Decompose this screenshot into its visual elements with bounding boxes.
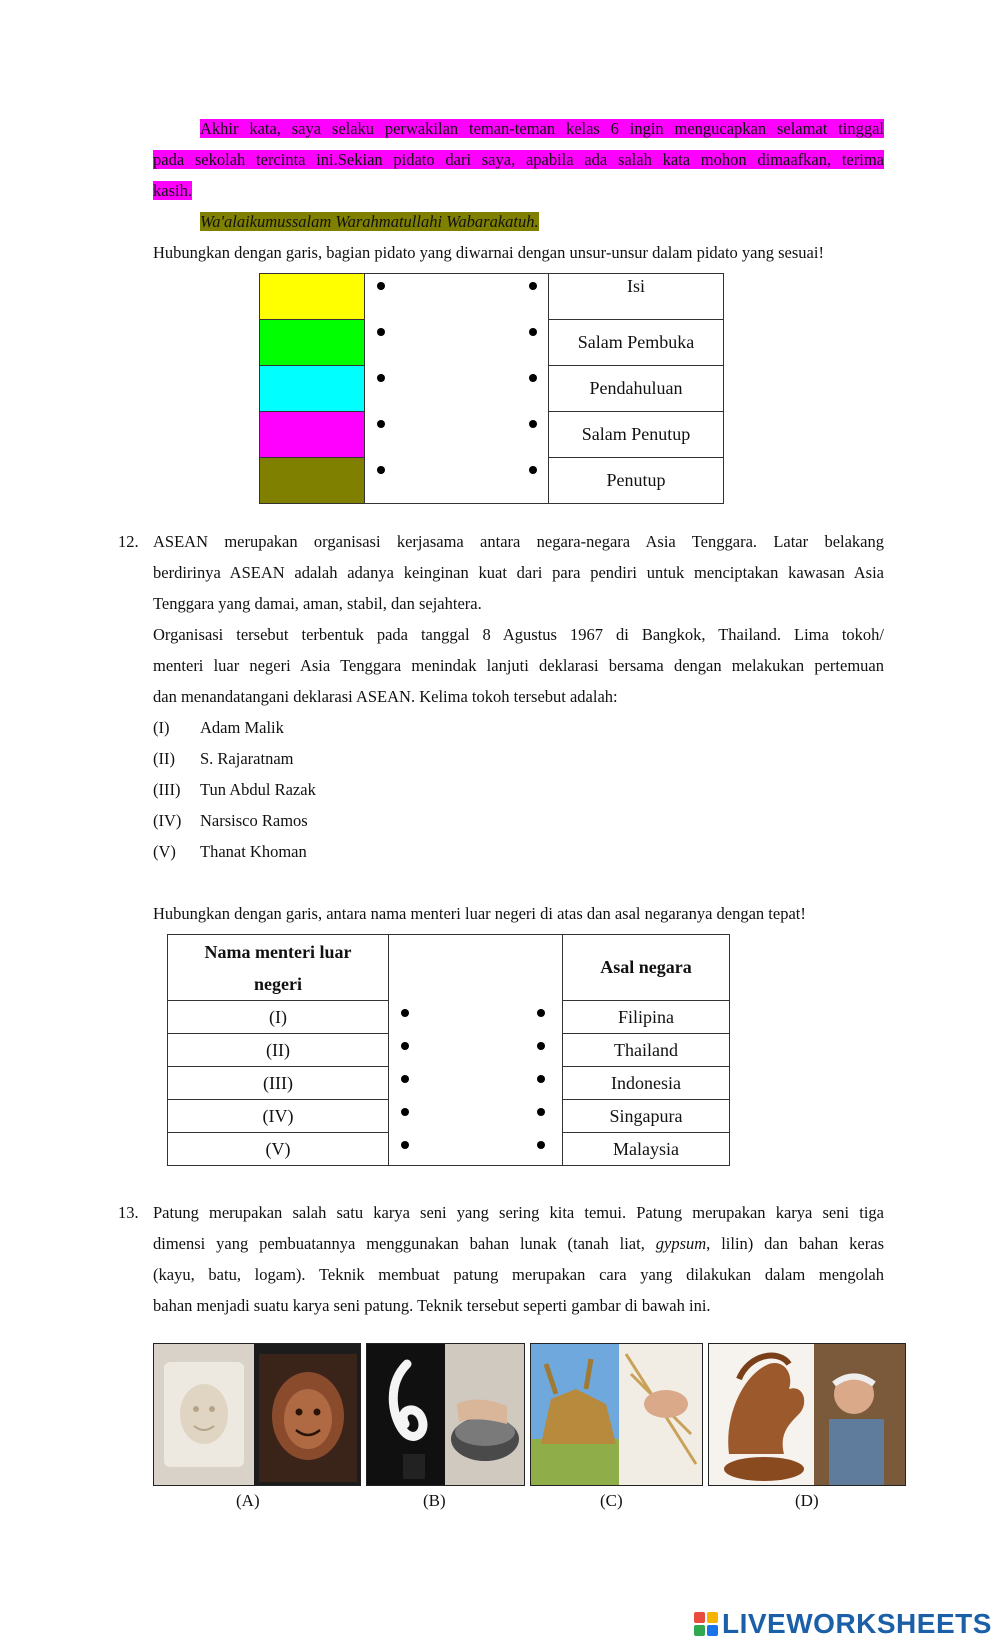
table-cell: Thailand [563,1034,730,1067]
match-dot-left[interactable] [401,1108,409,1116]
match-dot-right[interactable] [529,328,537,336]
match-dot-right[interactable] [537,1108,545,1116]
mold-sculpture-illustration [154,1344,360,1485]
match-dot-right[interactable] [529,282,537,290]
caption-a: (A) [236,1491,260,1510]
table-cell: Singapura [563,1100,730,1133]
table-cell: (I) [168,1001,389,1034]
answer-cell: Penutup [549,458,724,504]
color-swatch-magenta [260,412,365,458]
caption-b: (B) [423,1491,446,1510]
closing-salam: Wa'alaikumussalam Warahmatullahi Wabarakatuh. [200,212,539,231]
q13-paragraph: Patung merupakan salah satu karya seni yang sering kita temui. Patung merupakan karya seni tiga dimensi yang pembuatannya menggunakan bahan lunak (tanah liat, gypsum, lilin) dan bahan keras (kayu, batu, logam). Teknik membuat patung merupakan cara yang dilakukan dalam mengolah bahan menjadi suatu karya seni patung. Teknik tersebut seperti gambar di bawah ini. [153,1203,884,1315]
answer-cell: Salam Pembuka [549,320,724,366]
liveworksheets-brand: LIVEWORKSHEETS [722,1608,992,1639]
caption-d: (D) [795,1491,819,1510]
answer-cell: Isi [549,274,724,320]
q11-instruction: Hubungkan dengan garis, bagian pidato yang diwarnai dengan unsur-unsur dalam pidato yang sesuai! [153,243,824,262]
list-item: (III) Tun Abdul Razak [153,780,316,799]
q12-paragraph: ASEAN merupakan organisasi kerjasama antara negara-negara Asia Tenggara. Latar belakang berdirinya ASEAN adalah adanya keinginan kuat dari para pendiri untuk menciptakan kawasan Asia Tenggara yang damai, aman, stabil, dan sejahtera. Organisasi tersebut terbentuk pada tanggal 8 Agustus 1967 di Bangkok, Thailand. Lima tokoh/ menteri luar negeri Asia Tenggara menindak lanjuti deklarasi bersama dengan melakukan pertemuan dan menandatangani deklarasi ASEAN. Kelima tokoh tersebut adalah: [153,532,884,706]
image-b-stone-carving [366,1343,525,1486]
match-dot-left[interactable] [401,1075,409,1083]
list-item: (II) S. Rajaratnam [153,749,294,768]
table-cell: (IV) [168,1100,389,1133]
match-dot-left[interactable] [377,374,385,382]
match-dot-right[interactable] [529,420,537,428]
table-cell: Filipina [563,1001,730,1034]
match-dot-left[interactable] [377,466,385,474]
image-a-mold-sculpture [153,1343,361,1486]
answer-cell: Pendahuluan [549,366,724,412]
closing-line-2: pada sekolah tercinta ini.Sekian pidato dari saya, apabila ada salah kata mohon dimaafkan, terima [153,150,884,169]
match-dot-right[interactable] [529,466,537,474]
table-header-right: Asal negara [563,935,730,1001]
match-dot-right[interactable] [537,1075,545,1083]
match-dot-left[interactable] [377,328,385,336]
straw-sculpture-illustration [531,1344,702,1485]
match-dot-left[interactable] [401,1141,409,1149]
closing-paragraph [153,113,884,268]
q12-number: 12. [118,532,139,551]
q12-instruction: Hubungkan dengan garis, antara nama menteri luar negeri di atas dan asal negaranya dengan tepat! [153,904,806,923]
image-d-wood-carving [708,1343,906,1486]
closing-line-3: kasih. [153,181,192,200]
color-swatch-olive [260,458,365,504]
table-cell: (V) [168,1133,389,1166]
list-item: (IV) Narsisco Ramos [153,811,308,830]
q13-number: 13. [118,1203,139,1222]
wood-carving-illustration [709,1344,905,1485]
table-cell: Malaysia [563,1133,730,1166]
table-cell: (III) [168,1067,389,1100]
image-c-straw-sculpture [530,1343,703,1486]
color-swatch-yellow [260,274,365,320]
q12-matching-table [167,934,730,1166]
q11-matching-table [259,273,724,504]
caption-c: (C) [600,1491,623,1510]
match-dot-left[interactable] [377,282,385,290]
list-item: (I) Adam Malik [153,718,284,737]
match-dot-right[interactable] [529,374,537,382]
match-dot-right[interactable] [537,1009,545,1017]
answer-cell: Salam Penutup [549,412,724,458]
match-dot-left[interactable] [401,1042,409,1050]
match-dot-right[interactable] [537,1042,545,1050]
table-header-left: Nama menteri luar negeri [168,935,389,1001]
color-swatch-green [260,320,365,366]
liveworksheets-icon [694,1612,718,1636]
list-item: (V) Thanat Khoman [153,842,307,861]
closing-line-1: Akhir kata, saya selaku perwakilan teman-teman kelas 6 ingin mengucapkan selamat tinggal [200,119,884,138]
color-swatch-cyan [260,366,365,412]
liveworksheets-logo [694,1609,992,1639]
table-cell: (II) [168,1034,389,1067]
match-dot-right[interactable] [537,1141,545,1149]
match-dot-left[interactable] [401,1009,409,1017]
stone-carving-illustration [367,1344,524,1485]
table-cell: Indonesia [563,1067,730,1100]
match-dot-left[interactable] [377,420,385,428]
